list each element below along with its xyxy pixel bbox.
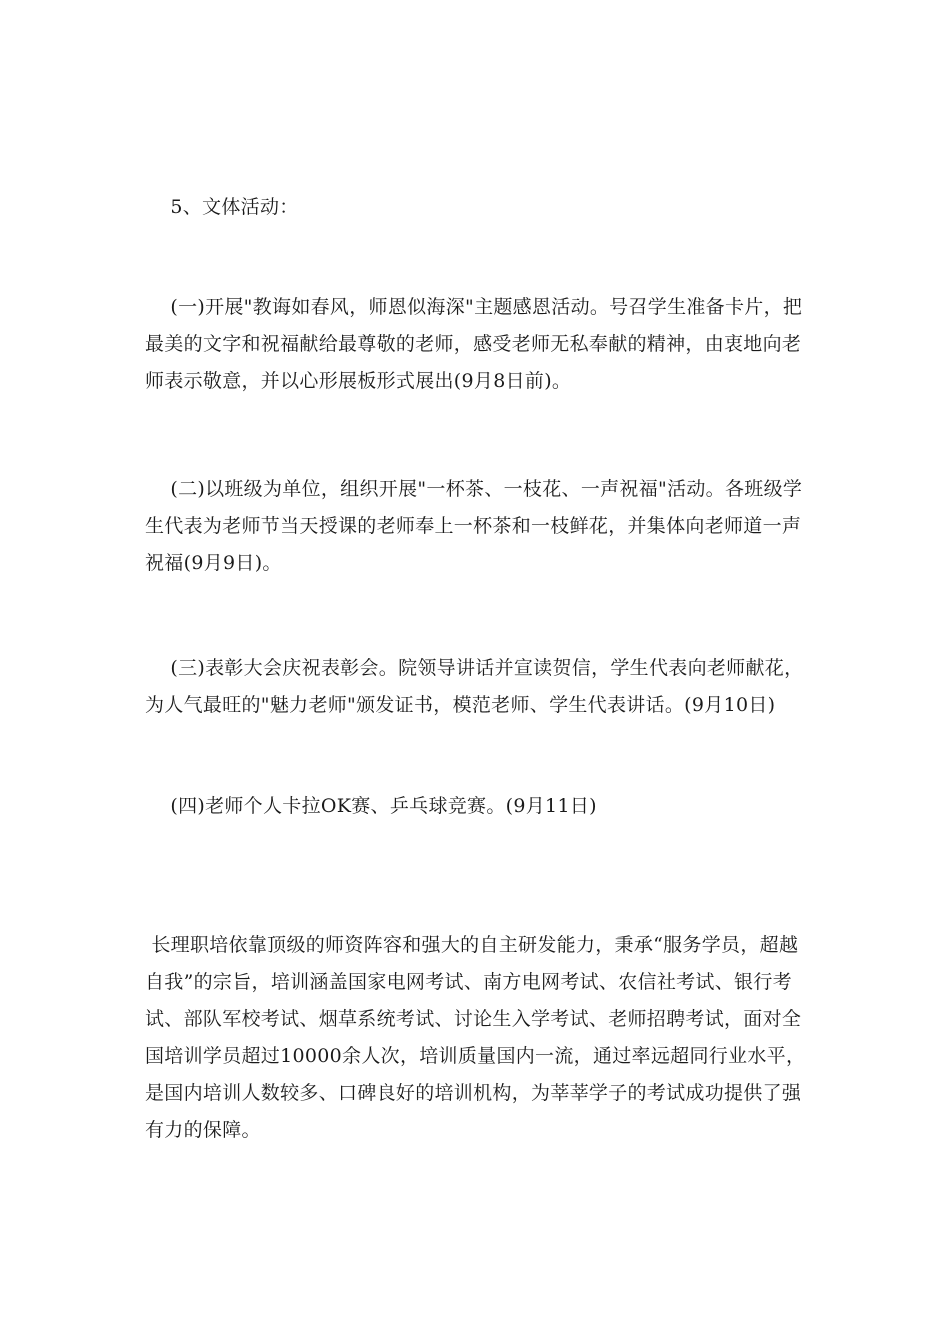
paragraph-activity-2: (二)以班级为单位，组织开展"一杯茶、一枝花、一声祝福"活动。各班级学生代表为老师节当天授课的老师奉上一杯茶和一枝鲜花，并集体向老师道一声祝福(9月9日)。	[145, 478, 803, 574]
paragraph-activity-3: (三)表彰大会庆祝表彰会。院领导讲话并宣读贺信，学生代表向老师献花，为人气最旺的"魅力老师"颁发证书，模范老师、学生代表讲话。(9月10日)	[145, 657, 804, 716]
paragraph-activity-1: (一)开展"教诲如春风，师恩似海深"主题感恩活动。号召学生准备卡片，把最美的文字和祝福献给最尊敬的老师，感受老师无私奉献的精神，由衷地向老师表示敬意，并以心形展板形式展出(9月8日前)。	[145, 296, 803, 392]
paragraph-activity-4: (四)老师个人卡拉OK赛、乒乓球竞赛。(9月11日)	[145, 795, 597, 817]
section-heading: 5、文体活动：	[145, 196, 299, 218]
paragraph-promo: 长理职培依靠顶级的师资阵容和强大的自主研发能力，秉承“服务学员，超越自我”的宗旨，培训涵盖国家电网考试、南方电网考试、农信社考试、银行考试、部队军校考试、烟草系统考试、讨论生入学考试、老师招聘考试，面对全国培训学员超过10000余人次，培训质量国内一流，通过率远超同行业水平，是国内培训人数较多、口碑良好的培训机构，为莘莘学子的考试成功提供了强有力的保障。	[145, 934, 806, 1141]
